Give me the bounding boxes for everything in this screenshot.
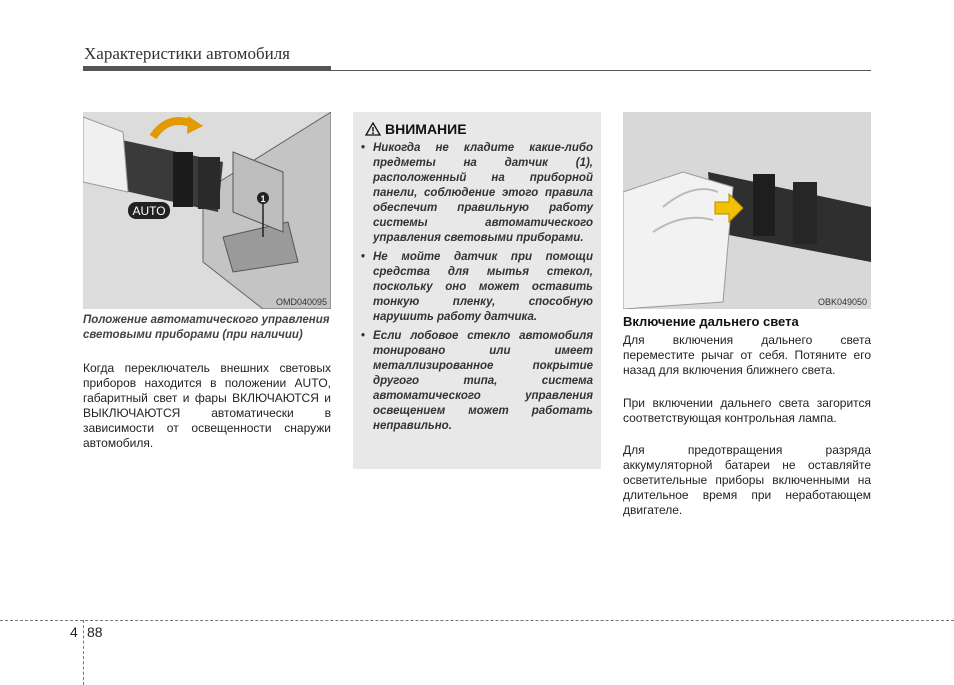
auto-switch-illustration	[83, 112, 331, 309]
footer-rule	[0, 620, 954, 621]
section-title: Включение дальнего света	[623, 314, 799, 329]
high-beam-paragraph-3: Для предотвращения разряда аккумуляторной батареи не оставляйте осветительные приборы включенными на длительное время при неработающем двигателе.	[623, 443, 871, 517]
warning-box	[353, 112, 601, 469]
warning-item: • Если лобовое стекло автомобиля тонировано или имеет металлизированное покрытие другого типа, система автоматического управления освещением может работать неправильно.	[361, 330, 593, 432]
high-beam-paragraph-2: При включении дальнего света загорится соответствующая контрольная лампа.	[623, 396, 871, 425]
warning-title: ВНИМАНИЕ	[385, 121, 467, 137]
warning-triangle-icon	[365, 122, 381, 136]
page-header-title: Характеристики автомобиля	[84, 44, 290, 63]
warning-item-text: Никогда не кладите какие-либо предметы на датчик (1), расположенный на приборной панели, соблюдение этого правила обеспечит правильную работу системы автоматического управления световыми приборами.	[373, 142, 593, 244]
high-beam-lever-figure	[623, 112, 871, 309]
warning-item-text: Не мойте датчик при помощи средства для мытья стекол, поскольку оно может оставить тонкую пленку, способную нарушить работу датчика.	[373, 251, 593, 323]
high-beam-paragraph-1: Для включения дальнего света переместите рычаг от себя. Потяните его назад для включения ближнего света.	[623, 333, 871, 377]
warning-item: • Не мойте датчик при помощи средства для мытья стекол, поскольку оно может оставить тонкую пленку, способную нарушить работу датчика.	[361, 251, 593, 323]
warning-item-text: Если лобовое стекло автомобиля тонировано или имеет металлизированное покрытие другого типа, система автоматического управления освещением может работать неправильно.	[373, 330, 593, 432]
header-rule-thin	[331, 70, 871, 71]
warning-item: • Никогда не кладите какие-либо предметы на датчик (1), расположенный на приборной панели, соблюдение этого правила обеспечит правильную работу системы автоматического управления световыми приборами.	[361, 142, 593, 244]
warning-list	[359, 141, 593, 438]
high-beam-illustration	[623, 112, 871, 309]
page-section-number: 4	[70, 624, 78, 640]
auto-mode-description: Когда переключатель внешних световых приборов находится в положении AUTO, габаритный свет и фары ВКЛЮЧАЮТСЯ и ВЫКЛЮЧАЮТСЯ автоматически в зависимости от освещенности снаружи автомобиля.	[83, 361, 331, 450]
footer-divider	[83, 620, 84, 685]
figure-code-2: OBK049050	[817, 297, 867, 307]
page-number: 88	[87, 624, 103, 640]
warning-header	[365, 121, 467, 137]
figure-caption: Положение автоматического управления световыми приборами (при наличии)	[83, 314, 330, 341]
auto-position-label: AUTO	[132, 204, 166, 218]
figure-code-1: OMD040095	[275, 297, 327, 307]
sensor-number-label: 1	[260, 194, 266, 204]
header-rule-thick	[83, 66, 331, 71]
auto-light-switch-figure	[83, 112, 331, 309]
